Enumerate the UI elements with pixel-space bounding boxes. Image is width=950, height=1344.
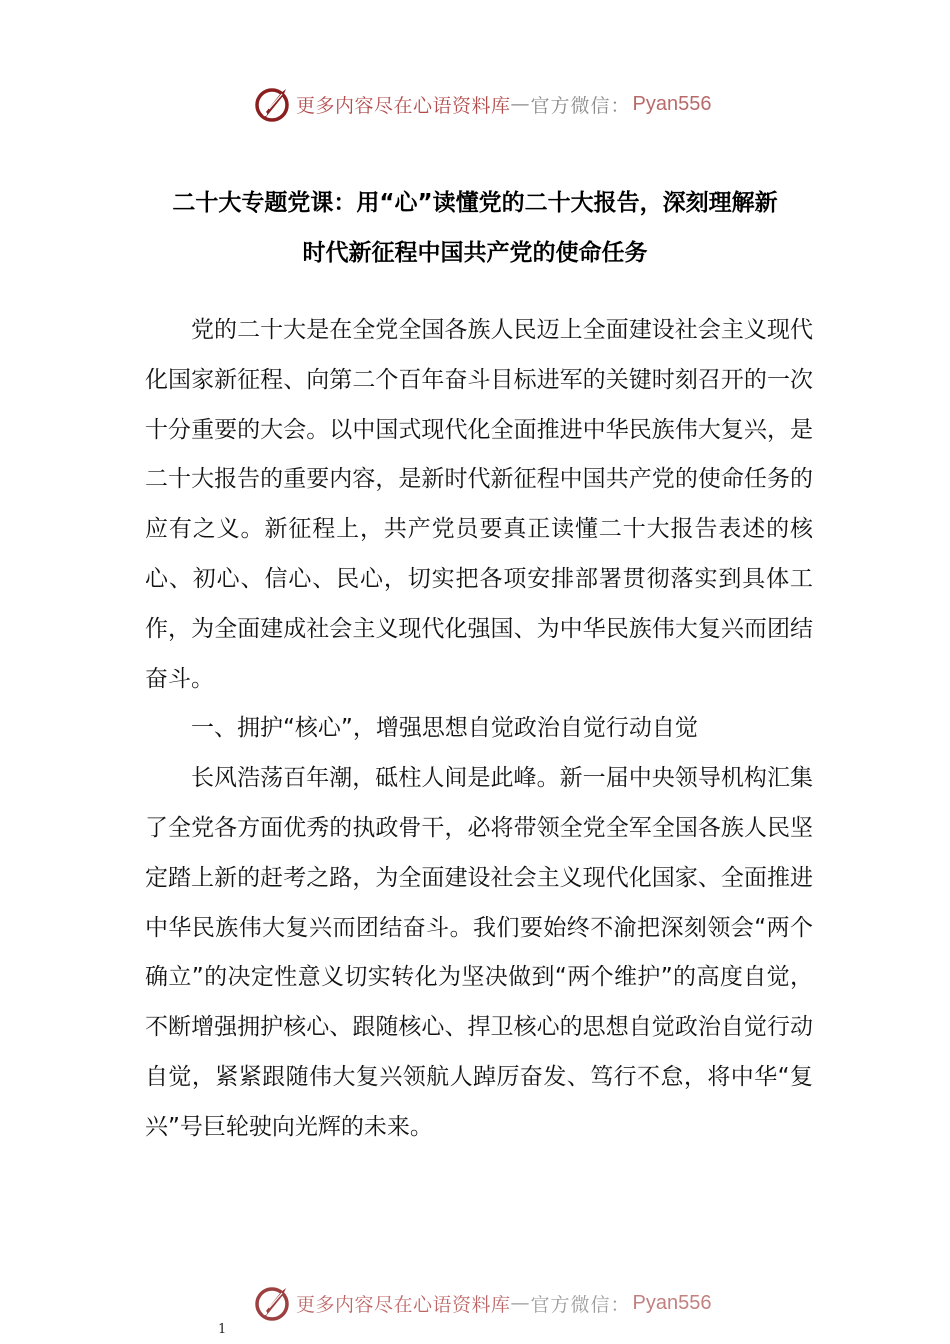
watermark-text: 更多内容尽在心语资料库: [296, 94, 511, 117]
watermark-wechat-id: Pyan556: [632, 1291, 712, 1314]
footer-watermark: [252, 1286, 712, 1320]
watermark-dash: —: [510, 1292, 531, 1314]
section-heading-1: 一、拥护“核心”，增强思想自觉政治自觉行动自觉: [191, 715, 698, 742]
header-watermark: [252, 84, 712, 124]
watermark-wechat-label: 官方微信：: [530, 1293, 631, 1316]
watermark-wechat-label: 官方微信：: [530, 94, 631, 117]
paragraph-intro: 党的二十大是在全党全国各族人民迈上全面建设社会主义现代化国家新征程、向第二个百年奋斗目标进军的关键时刻召开的一次十分重要的大会。以中国式现代化全面推进中华民族伟大复兴，是二十大报告的重要内容，是新时代新征程中国共产党的使命任务的应有之义。新征程上，共产党员要真正读懂二十大报告表述的核心、初心、信心、民心，切实把各项安排部署贯彻落实到具体工作，为全面建成社会主义现代化强国、为中华民族伟大复兴而团结奋斗。: [145, 317, 813, 692]
document-body: [145, 306, 813, 1153]
paragraph-section-1: 长风浩荡百年潮，砥柱人间是此峰。新一届中央领导机构汇集了全党各方面优秀的执政骨干，必将带领全党全军全国各族人民坚定踏上新的赶考之路，为全面建设社会主义现代化国家、全面推进中华民族伟大复兴而团结奋斗。我们要始终不渝把深刻领会“两个确立”的决定性意义切实转化为坚决做到“两个维护”的高度自觉，不断增强拥护核心、跟随核心、捍卫核心的思想自觉政治自觉行动自觉，紧紧跟随伟大复兴领航人踔厉奋发、笃行不怠，将中华“复兴”号巨轮驶向光辉的未来。: [145, 765, 813, 1140]
document-title-line-1: 二十大专题党课：用“心”读懂党的二十大报告，深刻理解新: [172, 190, 778, 216]
document-title-line-2: 时代新征程中国共产党的使命任务: [302, 240, 648, 266]
watermark-dash: —: [510, 93, 531, 115]
watermark-wechat-id: Pyan556: [632, 92, 712, 115]
quill-logo-icon: [252, 84, 292, 124]
page-number: 1: [218, 1322, 227, 1337]
quill-logo-icon: [252, 1283, 292, 1323]
watermark-text: 更多内容尽在心语资料库: [296, 1293, 511, 1316]
